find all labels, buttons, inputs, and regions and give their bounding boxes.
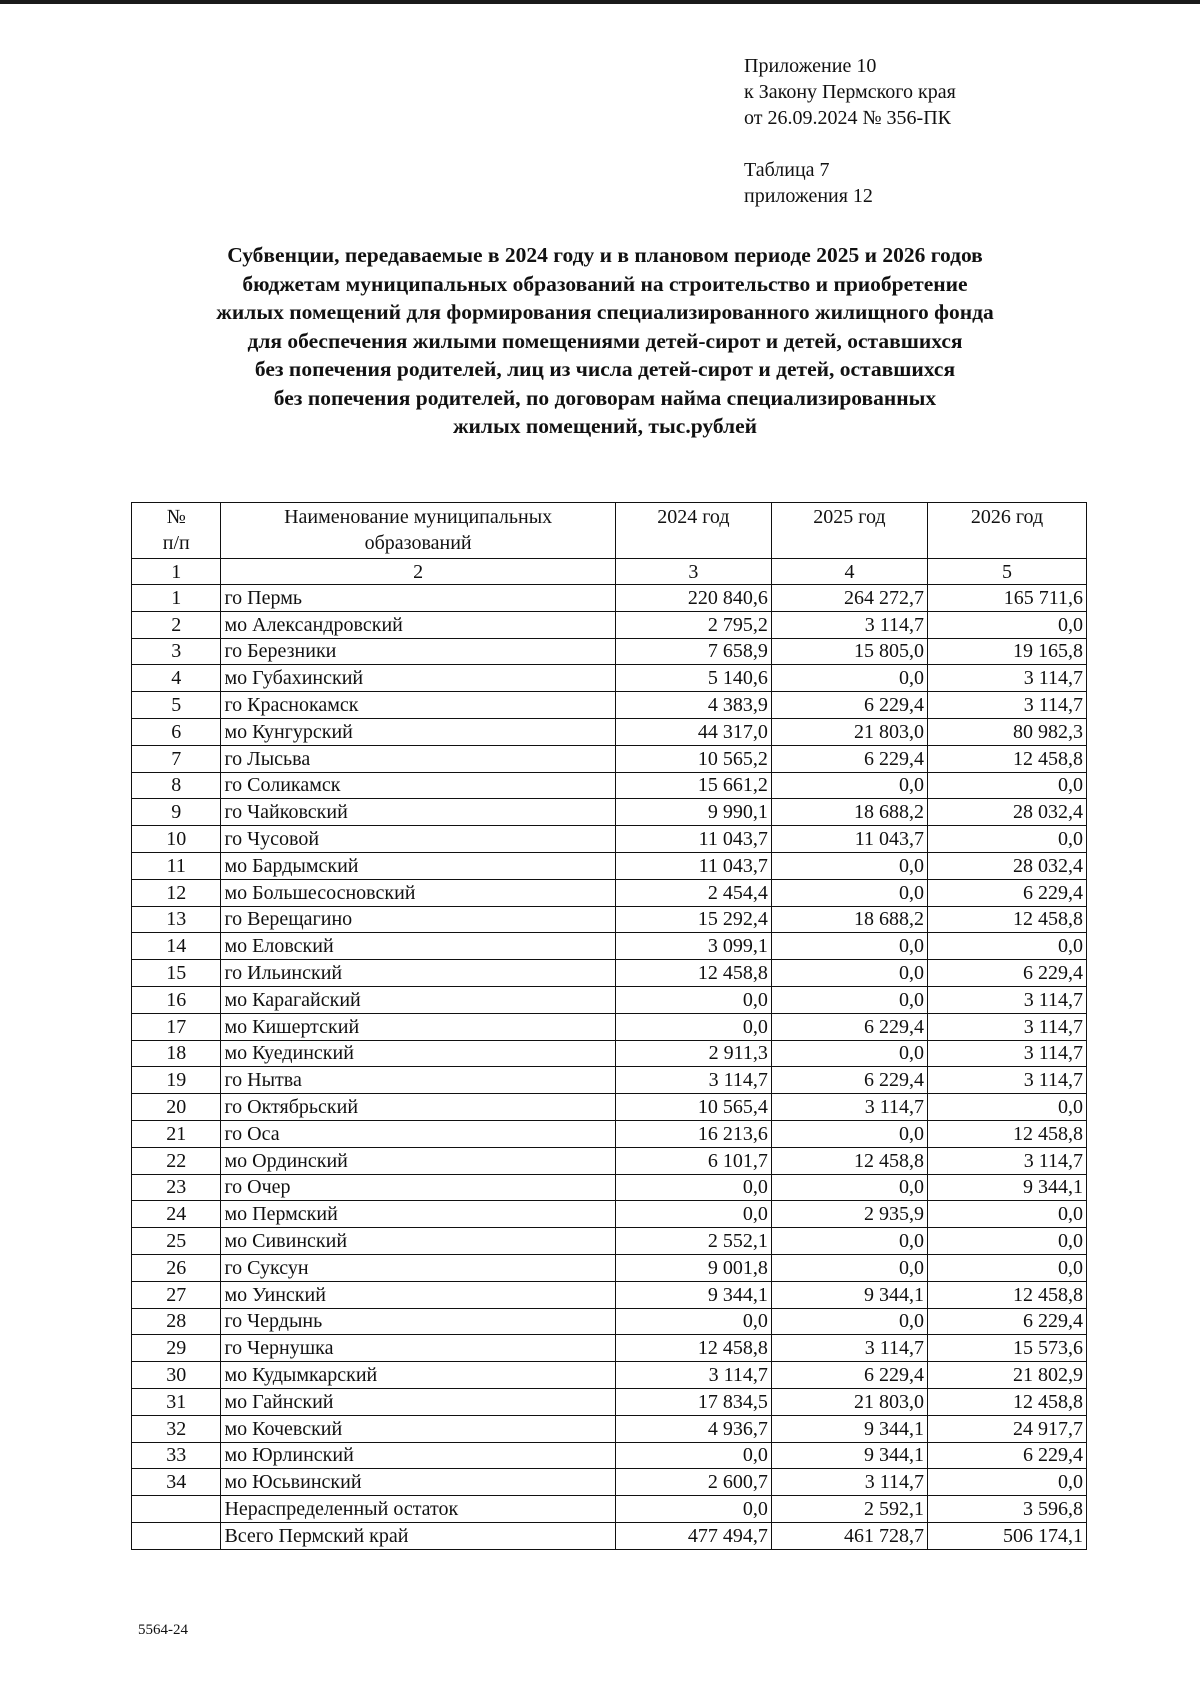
subventions-table — [131, 502, 1087, 1550]
table-row — [132, 1281, 1087, 1308]
value-2025: 21 803,0 — [771, 1388, 927, 1415]
value-2024: 2 911,3 — [615, 1040, 771, 1067]
law-reference: к Закону Пермского края — [744, 81, 956, 103]
value-2025: 0,0 — [771, 772, 927, 799]
value-2025: 11 043,7 — [771, 826, 927, 853]
row-number: 2 — [132, 611, 221, 638]
value-2025: 3 114,7 — [771, 611, 927, 638]
value-2024: 7 658,9 — [615, 638, 771, 665]
municipality-name: Всего Пермский край — [221, 1522, 615, 1549]
row-number: 1 — [132, 585, 221, 612]
value-2025: 0,0 — [771, 933, 927, 960]
row-number: 7 — [132, 745, 221, 772]
row-number: 27 — [132, 1281, 221, 1308]
value-2026: 165 711,6 — [928, 585, 1087, 612]
table-row — [132, 1094, 1087, 1121]
table-row — [132, 772, 1087, 799]
value-2024: 5 140,6 — [615, 665, 771, 692]
value-2025: 461 728,7 — [771, 1522, 927, 1549]
row-number: 32 — [132, 1415, 221, 1442]
value-2025: 0,0 — [771, 1174, 927, 1201]
value-2026: 3 114,7 — [928, 1013, 1087, 1040]
value-2025: 3 114,7 — [771, 1335, 927, 1362]
municipality-name: мо Кишертский — [221, 1013, 615, 1040]
value-2024: 4 383,9 — [615, 692, 771, 719]
municipality-name: мо Юсьвинский — [221, 1469, 615, 1496]
value-2025: 0,0 — [771, 1308, 927, 1335]
value-2024: 6 101,7 — [615, 1147, 771, 1174]
value-2024: 16 213,6 — [615, 1120, 771, 1147]
value-2026: 6 229,4 — [928, 1442, 1087, 1469]
row-number: 6 — [132, 718, 221, 745]
municipality-name: го Краснокамск — [221, 692, 615, 719]
value-2026: 0,0 — [928, 826, 1087, 853]
row-number: 3 — [132, 638, 221, 665]
municipality-name: мо Куединский — [221, 1040, 615, 1067]
value-2026: 28 032,4 — [928, 852, 1087, 879]
value-2024: 0,0 — [615, 1174, 771, 1201]
table-row — [132, 1335, 1087, 1362]
table-row — [132, 879, 1087, 906]
table-row — [132, 1013, 1087, 1040]
title-line: Субвенции, передаваемые в 2024 году и в плановом периоде 2025 и 2026 годов — [227, 243, 983, 267]
title-line: бюджетам муниципальных образований на строительство и приобретение — [242, 271, 968, 296]
row-number: 13 — [132, 906, 221, 933]
value-2026: 28 032,4 — [928, 799, 1087, 826]
title-line: жилых помещений, тыс.рублей — [452, 414, 758, 438]
value-2026: 3 114,7 — [928, 1067, 1087, 1094]
row-number: 18 — [132, 1040, 221, 1067]
value-2026: 6 229,4 — [928, 1308, 1087, 1335]
row-number: 17 — [132, 1013, 221, 1040]
municipality-name: мо Сивинский — [221, 1228, 615, 1255]
value-2024: 9 001,8 — [615, 1254, 771, 1281]
value-2026: 0,0 — [928, 1228, 1087, 1255]
value-2026: 12 458,8 — [928, 745, 1087, 772]
row-number: 21 — [132, 1120, 221, 1147]
value-2024: 44 317,0 — [615, 718, 771, 745]
table-row — [132, 799, 1087, 826]
title-line: для обеспечения жилыми помещениями детей-сирот и детей, оставшихся — [247, 328, 963, 353]
table-row — [132, 692, 1087, 719]
scan-edge — [0, 0, 1200, 4]
municipality-name: го Нытва — [221, 1067, 615, 1094]
value-2024: 17 834,5 — [615, 1388, 771, 1415]
table-row — [132, 745, 1087, 772]
value-2025: 18 688,2 — [771, 906, 927, 933]
value-2024: 15 661,2 — [615, 772, 771, 799]
value-2025: 9 344,1 — [771, 1281, 927, 1308]
municipality-name: мо Кочевский — [221, 1415, 615, 1442]
municipality-name: го Соликамск — [221, 772, 615, 799]
value-2026: 21 802,9 — [928, 1362, 1087, 1389]
value-2024: 12 458,8 — [615, 1335, 771, 1362]
row-number: 34 — [132, 1469, 221, 1496]
row-number: 26 — [132, 1254, 221, 1281]
value-2024: 11 043,7 — [615, 826, 771, 853]
row-number: 8 — [132, 772, 221, 799]
value-2026: 12 458,8 — [928, 1120, 1087, 1147]
municipality-name: мо Александровский — [221, 611, 615, 638]
table-row — [132, 638, 1087, 665]
row-number: 19 — [132, 1067, 221, 1094]
value-2026: 3 114,7 — [928, 986, 1087, 1013]
table-row — [132, 665, 1087, 692]
header-no: № п/п — [132, 503, 221, 559]
table-row — [132, 1067, 1087, 1094]
municipality-name: Нераспределенный остаток — [221, 1496, 615, 1523]
municipality-name: го Березники — [221, 638, 615, 665]
value-2024: 2 600,7 — [615, 1469, 771, 1496]
row-number: 24 — [132, 1201, 221, 1228]
municipality-name: го Чердынь — [221, 1308, 615, 1335]
municipality-name: го Пермь — [221, 585, 615, 612]
table-row — [132, 986, 1087, 1013]
appendix-header — [744, 53, 956, 209]
table-row — [132, 1522, 1087, 1549]
value-2024: 0,0 — [615, 1013, 771, 1040]
municipality-name: го Чайковский — [221, 799, 615, 826]
value-2024: 0,0 — [615, 1201, 771, 1228]
municipality-name: го Лысьва — [221, 745, 615, 772]
table-row — [132, 1147, 1087, 1174]
municipality-name: мо Карагайский — [221, 986, 615, 1013]
row-number: 5 — [132, 692, 221, 719]
table-row — [132, 585, 1087, 612]
value-2024: 2 552,1 — [615, 1228, 771, 1255]
value-2024: 4 936,7 — [615, 1415, 771, 1442]
row-number: 23 — [132, 1174, 221, 1201]
row-number: 22 — [132, 1147, 221, 1174]
value-2024: 10 565,4 — [615, 1094, 771, 1121]
municipality-name: мо Кудымкарский — [221, 1362, 615, 1389]
municipality-name: го Суксун — [221, 1254, 615, 1281]
value-2025: 0,0 — [771, 960, 927, 987]
value-2026: 6 229,4 — [928, 879, 1087, 906]
value-2026: 80 982,3 — [928, 718, 1087, 745]
value-2026: 0,0 — [928, 1094, 1087, 1121]
value-2024: 3 114,7 — [615, 1067, 771, 1094]
header-2024: 2024 год — [615, 503, 771, 559]
row-number: 30 — [132, 1362, 221, 1389]
title-line: без попечения родителей, по договорам найма специализированных — [273, 385, 937, 410]
row-number: 12 — [132, 879, 221, 906]
value-2026: 3 114,7 — [928, 665, 1087, 692]
value-2025: 0,0 — [771, 1040, 927, 1067]
value-2025: 18 688,2 — [771, 799, 927, 826]
value-2026: 24 917,7 — [928, 1415, 1087, 1442]
municipality-name: го Чернушка — [221, 1335, 615, 1362]
value-2026: 6 229,4 — [928, 960, 1087, 987]
table-row — [132, 1362, 1087, 1389]
table-row — [132, 1040, 1087, 1067]
value-2025: 6 229,4 — [771, 1013, 927, 1040]
value-2025: 21 803,0 — [771, 718, 927, 745]
header-2025: 2025 год — [771, 503, 927, 559]
value-2026: 3 114,7 — [928, 1040, 1087, 1067]
value-2025: 2 935,9 — [771, 1201, 927, 1228]
row-number — [132, 1522, 221, 1549]
value-2024: 9 344,1 — [615, 1281, 771, 1308]
municipality-name: мо Еловский — [221, 933, 615, 960]
value-2026: 0,0 — [928, 1254, 1087, 1281]
table-row — [132, 1308, 1087, 1335]
row-number: 28 — [132, 1308, 221, 1335]
value-2024: 2 795,2 — [615, 611, 771, 638]
table-row — [132, 1469, 1087, 1496]
municipality-name: го Оса — [221, 1120, 615, 1147]
table-appendix: приложения 12 — [744, 185, 873, 207]
column-number: 1 — [132, 559, 221, 585]
municipality-name: го Октябрьский — [221, 1094, 615, 1121]
row-number — [132, 1496, 221, 1523]
value-2024: 0,0 — [615, 986, 771, 1013]
municipality-name: мо Большесосновский — [221, 879, 615, 906]
table-row — [132, 611, 1087, 638]
column-number: 4 — [771, 559, 927, 585]
row-number: 31 — [132, 1388, 221, 1415]
value-2024: 220 840,6 — [615, 585, 771, 612]
value-2025: 6 229,4 — [771, 692, 927, 719]
municipality-name: мо Пермский — [221, 1201, 615, 1228]
municipality-name: мо Кунгурский — [221, 718, 615, 745]
document-title — [150, 241, 1060, 441]
municipality-name: мо Губахинский — [221, 665, 615, 692]
value-2026: 0,0 — [928, 611, 1087, 638]
value-2024: 15 292,4 — [615, 906, 771, 933]
value-2025: 12 458,8 — [771, 1147, 927, 1174]
value-2026: 0,0 — [928, 933, 1087, 960]
value-2025: 0,0 — [771, 1120, 927, 1147]
value-2024: 9 990,1 — [615, 799, 771, 826]
value-2025: 0,0 — [771, 665, 927, 692]
value-2025: 0,0 — [771, 879, 927, 906]
table-header-row — [132, 503, 1087, 559]
value-2025: 6 229,4 — [771, 1362, 927, 1389]
value-2025: 0,0 — [771, 1254, 927, 1281]
table-row — [132, 1388, 1087, 1415]
title-line: жилых помещений для формирования специализированного жилищного фонда — [216, 300, 994, 324]
table-row — [132, 960, 1087, 987]
value-2025: 3 114,7 — [771, 1094, 927, 1121]
value-2026: 3 114,7 — [928, 692, 1087, 719]
table-row — [132, 1174, 1087, 1201]
column-number: 2 — [221, 559, 615, 585]
value-2024: 477 494,7 — [615, 1522, 771, 1549]
municipality-name: го Очер — [221, 1174, 615, 1201]
row-number: 9 — [132, 799, 221, 826]
value-2024: 0,0 — [615, 1496, 771, 1523]
table-row — [132, 1496, 1087, 1523]
value-2024: 2 454,4 — [615, 879, 771, 906]
document-code: 5564-24 — [138, 1622, 188, 1638]
value-2025: 6 229,4 — [771, 745, 927, 772]
table-row — [132, 718, 1087, 745]
table-label: Таблица 7 — [744, 159, 830, 181]
value-2025: 3 114,7 — [771, 1469, 927, 1496]
row-number: 11 — [132, 852, 221, 879]
value-2024: 0,0 — [615, 1442, 771, 1469]
appendix-number: Приложение 10 — [744, 55, 877, 77]
municipality-name: го Ильинский — [221, 960, 615, 987]
table-row — [132, 1201, 1087, 1228]
value-2026: 0,0 — [928, 1469, 1087, 1496]
value-2024: 3 114,7 — [615, 1362, 771, 1389]
column-number: 3 — [615, 559, 771, 585]
row-number: 16 — [132, 986, 221, 1013]
value-2025: 264 272,7 — [771, 585, 927, 612]
row-number: 33 — [132, 1442, 221, 1469]
value-2025: 6 229,4 — [771, 1067, 927, 1094]
value-2026: 12 458,8 — [928, 1281, 1087, 1308]
value-2026: 12 458,8 — [928, 906, 1087, 933]
value-2025: 9 344,1 — [771, 1442, 927, 1469]
value-2026: 19 165,8 — [928, 638, 1087, 665]
value-2024: 0,0 — [615, 1308, 771, 1335]
value-2025: 9 344,1 — [771, 1415, 927, 1442]
value-2026: 15 573,6 — [928, 1335, 1087, 1362]
value-2025: 2 592,1 — [771, 1496, 927, 1523]
table-row — [132, 933, 1087, 960]
column-number-row — [132, 559, 1087, 585]
value-2026: 0,0 — [928, 1201, 1087, 1228]
value-2026: 3 596,8 — [928, 1496, 1087, 1523]
value-2024: 3 099,1 — [615, 933, 771, 960]
value-2026: 12 458,8 — [928, 1388, 1087, 1415]
header-2026: 2026 год — [928, 503, 1087, 559]
title-line: без попечения родителей, лиц из числа детей-сирот и детей, оставшихся — [254, 357, 956, 381]
value-2026: 506 174,1 — [928, 1522, 1087, 1549]
municipality-name: мо Гайнский — [221, 1388, 615, 1415]
municipality-name: го Верещагино — [221, 906, 615, 933]
row-number: 20 — [132, 1094, 221, 1121]
row-number: 14 — [132, 933, 221, 960]
municipality-name: мо Бардымский — [221, 852, 615, 879]
table-row — [132, 826, 1087, 853]
value-2024: 10 565,2 — [615, 745, 771, 772]
value-2025: 0,0 — [771, 852, 927, 879]
column-number: 5 — [928, 559, 1087, 585]
municipality-name: мо Ординский — [221, 1147, 615, 1174]
municipality-name: мо Юрлинский — [221, 1442, 615, 1469]
value-2025: 0,0 — [771, 1228, 927, 1255]
value-2025: 0,0 — [771, 986, 927, 1013]
value-2026: 0,0 — [928, 772, 1087, 799]
value-2024: 12 458,8 — [615, 960, 771, 987]
header-name: Наименование муниципальных образований — [221, 503, 615, 559]
table-row — [132, 852, 1087, 879]
value-2026: 9 344,1 — [928, 1174, 1087, 1201]
table-row — [132, 906, 1087, 933]
table-row — [132, 1442, 1087, 1469]
row-number: 29 — [132, 1335, 221, 1362]
table-row — [132, 1228, 1087, 1255]
row-number: 4 — [132, 665, 221, 692]
value-2026: 3 114,7 — [928, 1147, 1087, 1174]
table-row — [132, 1415, 1087, 1442]
table-row — [132, 1120, 1087, 1147]
municipality-name: мо Уинский — [221, 1281, 615, 1308]
table-row — [132, 1254, 1087, 1281]
value-2025: 15 805,0 — [771, 638, 927, 665]
row-number: 25 — [132, 1228, 221, 1255]
row-number: 10 — [132, 826, 221, 853]
row-number: 15 — [132, 960, 221, 987]
value-2024: 11 043,7 — [615, 852, 771, 879]
law-date-number: от 26.09.2024 № 356-ПК — [744, 107, 952, 129]
municipality-name: го Чусовой — [221, 826, 615, 853]
